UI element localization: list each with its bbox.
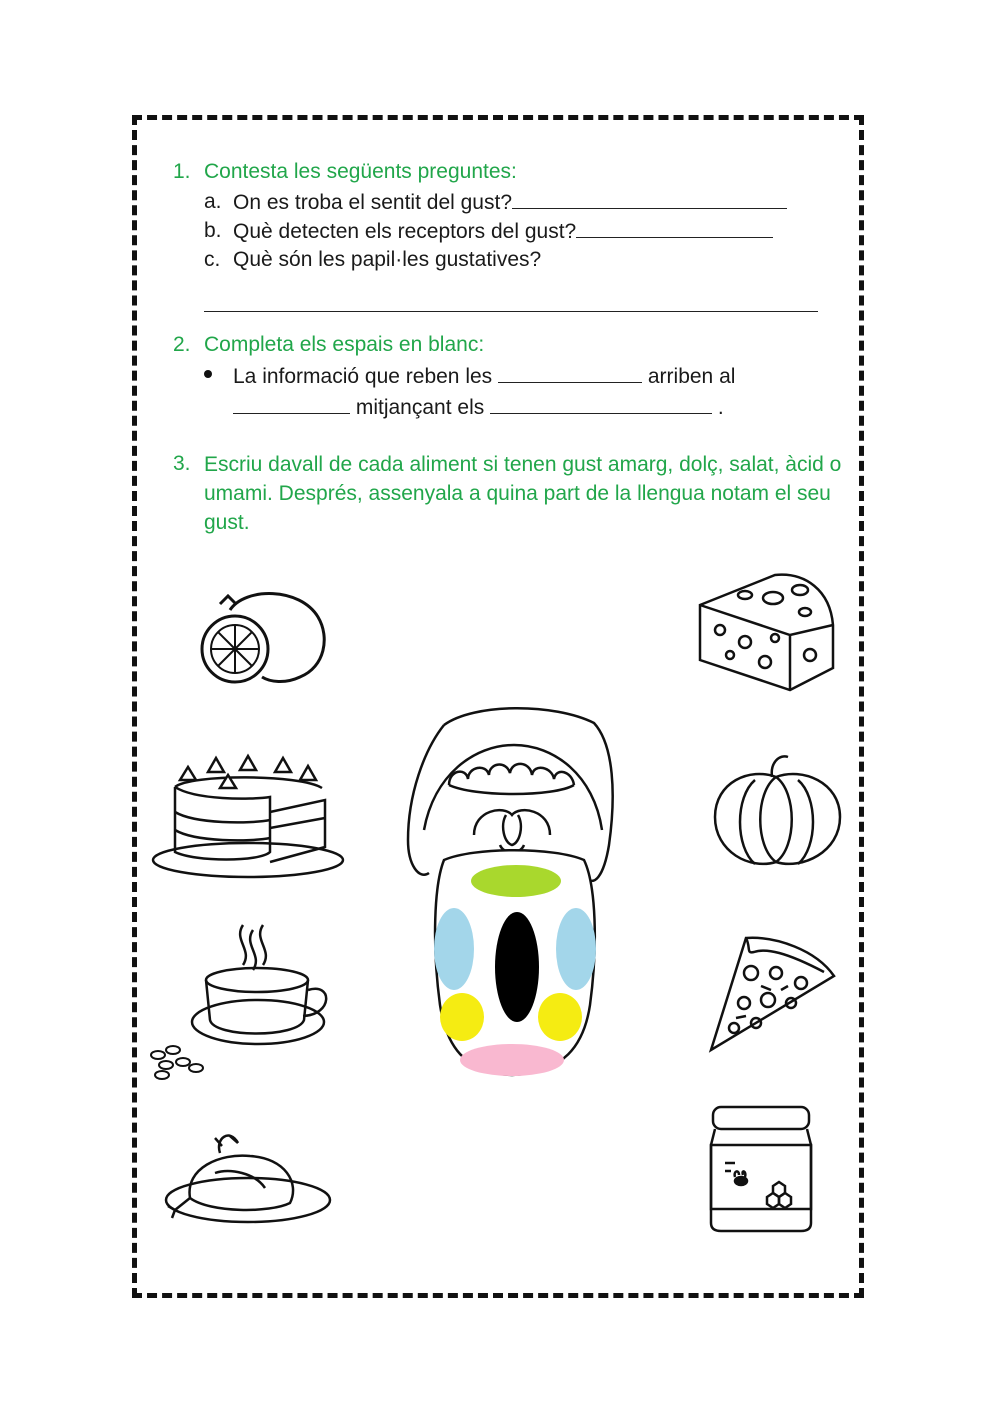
pizza-icon bbox=[706, 928, 841, 1058]
q1a-text: On es troba el sentit del gust? bbox=[233, 191, 512, 214]
q2-line2-mid: mitjançant els bbox=[355, 396, 485, 419]
q3-number: 3. bbox=[173, 452, 191, 475]
q2-blank-1[interactable] bbox=[498, 362, 642, 383]
q2-title: Completa els espais en blanc: bbox=[204, 333, 485, 356]
q2-line1-end: arriben al bbox=[647, 365, 736, 388]
pumpkin-icon bbox=[710, 752, 845, 872]
q1b-letter: b. bbox=[204, 219, 222, 242]
lemon-icon bbox=[190, 582, 340, 692]
q1-number: 1. bbox=[173, 160, 191, 183]
q1a-answer-blank[interactable] bbox=[512, 188, 787, 209]
roast-chicken-icon bbox=[160, 1128, 335, 1228]
q2-line2-end: . bbox=[717, 396, 724, 419]
q3-text: Escriu davall de cada aliment si tenen gust amarg, dolç, salat, àcid o umami. Després, assenyala a quina part de la llengua notam el seu gust. bbox=[204, 453, 842, 534]
q2-line1 bbox=[233, 362, 735, 391]
q1c-text: Què són les papil·les gustatives? bbox=[233, 248, 542, 271]
q1c-answer-blank[interactable] bbox=[204, 311, 818, 312]
q1-title: Contesta les següents preguntes: bbox=[204, 160, 517, 183]
q1c-letter: c. bbox=[204, 248, 221, 271]
cheese-icon bbox=[695, 570, 840, 695]
cake-icon bbox=[150, 752, 350, 882]
q1a-line bbox=[233, 188, 787, 217]
q1b-answer-blank[interactable] bbox=[576, 217, 773, 238]
q1b-text: Què detecten els receptors del gust? bbox=[233, 220, 577, 243]
q2-line2 bbox=[233, 393, 724, 422]
q1b-line bbox=[233, 217, 773, 246]
q2-number: 2. bbox=[173, 333, 191, 356]
q2-blank-3[interactable] bbox=[490, 393, 712, 414]
q1a-letter: a. bbox=[204, 190, 222, 213]
coffee-icon bbox=[148, 920, 333, 1080]
bullet bbox=[204, 370, 212, 378]
q2-blank-2[interactable] bbox=[233, 393, 350, 414]
honey-jar-icon bbox=[705, 1105, 815, 1235]
q2-line1-start: La informació que reben les bbox=[233, 365, 493, 388]
open-mouth-tongue-diagram bbox=[404, 705, 622, 1085]
